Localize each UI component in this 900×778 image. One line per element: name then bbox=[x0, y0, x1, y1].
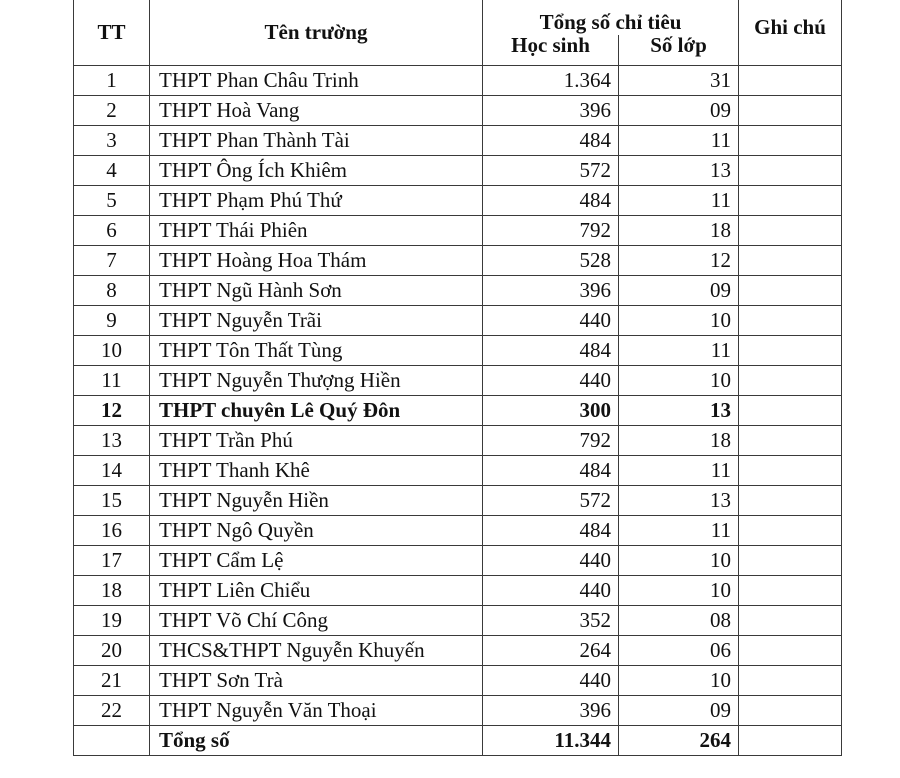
cell-tt: 21 bbox=[74, 666, 150, 696]
cell-classes: 11 bbox=[619, 126, 739, 156]
cell-students: 572 bbox=[483, 486, 619, 516]
cell-students: 396 bbox=[483, 276, 619, 306]
cell-classes: 09 bbox=[619, 276, 739, 306]
header-classes: Số lớp bbox=[619, 35, 739, 66]
table-row bbox=[74, 486, 842, 516]
cell-note bbox=[739, 456, 842, 486]
cell-classes: 31 bbox=[619, 66, 739, 96]
table-row bbox=[74, 426, 842, 456]
cell-classes: 11 bbox=[619, 186, 739, 216]
cell-classes: 11 bbox=[619, 456, 739, 486]
table-row bbox=[74, 156, 842, 186]
table-row bbox=[74, 636, 842, 666]
cell-tt: 16 bbox=[74, 516, 150, 546]
cell-classes: 10 bbox=[619, 576, 739, 606]
cell-tt: 19 bbox=[74, 606, 150, 636]
cell-classes: 18 bbox=[619, 426, 739, 456]
cell-school-name: THPT Ông Ích Khiêm bbox=[150, 156, 483, 186]
table-row bbox=[74, 696, 842, 726]
header-total-quota: Tổng số chỉ tiêu bbox=[483, 0, 739, 35]
table-row bbox=[74, 276, 842, 306]
cell-tt bbox=[74, 726, 150, 756]
table-row bbox=[74, 126, 842, 156]
cell-students: 440 bbox=[483, 666, 619, 696]
cell-tt: 18 bbox=[74, 576, 150, 606]
cell-note bbox=[739, 576, 842, 606]
header-note: Ghi chú bbox=[739, 0, 842, 66]
cell-school-name: THPT Tôn Thất Tùng bbox=[150, 336, 483, 366]
cell-classes: 13 bbox=[619, 396, 739, 426]
table-row bbox=[74, 456, 842, 486]
table-row bbox=[74, 576, 842, 606]
cell-students: 484 bbox=[483, 126, 619, 156]
cell-students: 792 bbox=[483, 216, 619, 246]
cell-school-name: THPT Nguyễn Hiền bbox=[150, 486, 483, 516]
cell-school-name: THPT chuyên Lê Quý Đôn bbox=[150, 396, 483, 426]
cell-students: 396 bbox=[483, 96, 619, 126]
cell-school-name: Tổng số bbox=[150, 726, 483, 756]
cell-students: 484 bbox=[483, 456, 619, 486]
table-body bbox=[74, 66, 842, 756]
table-row bbox=[74, 546, 842, 576]
cell-note bbox=[739, 696, 842, 726]
cell-school-name: THPT Nguyễn Thượng Hiền bbox=[150, 366, 483, 396]
cell-note bbox=[739, 126, 842, 156]
cell-tt: 8 bbox=[74, 276, 150, 306]
cell-note bbox=[739, 306, 842, 336]
cell-classes: 10 bbox=[619, 306, 739, 336]
cell-tt: 17 bbox=[74, 546, 150, 576]
cell-students: 484 bbox=[483, 516, 619, 546]
cell-note bbox=[739, 336, 842, 366]
cell-classes: 18 bbox=[619, 216, 739, 246]
cell-note bbox=[739, 486, 842, 516]
cell-note bbox=[739, 186, 842, 216]
cell-classes: 264 bbox=[619, 726, 739, 756]
cell-classes: 11 bbox=[619, 336, 739, 366]
cell-students: 1.364 bbox=[483, 66, 619, 96]
table-row bbox=[74, 336, 842, 366]
cell-school-name: THPT Nguyễn Văn Thoại bbox=[150, 696, 483, 726]
cell-classes: 11 bbox=[619, 516, 739, 546]
cell-note bbox=[739, 246, 842, 276]
cell-school-name: THPT Ngũ Hành Sơn bbox=[150, 276, 483, 306]
cell-note bbox=[739, 156, 842, 186]
cell-school-name: THPT Phạm Phú Thứ bbox=[150, 186, 483, 216]
header-school-name: Tên trường bbox=[150, 0, 483, 66]
table-row bbox=[74, 96, 842, 126]
cell-tt: 10 bbox=[74, 336, 150, 366]
cell-school-name: THPT Trần Phú bbox=[150, 426, 483, 456]
cell-note bbox=[739, 726, 842, 756]
cell-school-name: THPT Sơn Trà bbox=[150, 666, 483, 696]
cell-note bbox=[739, 666, 842, 696]
table-row bbox=[74, 306, 842, 336]
cell-school-name: THPT Phan Châu Trinh bbox=[150, 66, 483, 96]
cell-note bbox=[739, 636, 842, 666]
table-row bbox=[74, 246, 842, 276]
table-row bbox=[74, 396, 842, 426]
table-row bbox=[74, 66, 842, 96]
cell-classes: 10 bbox=[619, 366, 739, 396]
school-quota-table bbox=[73, 0, 842, 756]
cell-note bbox=[739, 276, 842, 306]
cell-tt: 1 bbox=[74, 66, 150, 96]
cell-students: 264 bbox=[483, 636, 619, 666]
cell-note bbox=[739, 396, 842, 426]
cell-students: 11.344 bbox=[483, 726, 619, 756]
cell-note bbox=[739, 66, 842, 96]
cell-classes: 10 bbox=[619, 546, 739, 576]
cell-students: 300 bbox=[483, 396, 619, 426]
cell-school-name: THPT Thái Phiên bbox=[150, 216, 483, 246]
table-row bbox=[74, 366, 842, 396]
total-row bbox=[74, 726, 842, 756]
cell-school-name: THCS&THPT Nguyễn Khuyến bbox=[150, 636, 483, 666]
cell-students: 440 bbox=[483, 546, 619, 576]
cell-school-name: THPT Liên Chiểu bbox=[150, 576, 483, 606]
cell-tt: 9 bbox=[74, 306, 150, 336]
table-row bbox=[74, 186, 842, 216]
cell-classes: 13 bbox=[619, 486, 739, 516]
cell-students: 528 bbox=[483, 246, 619, 276]
cell-classes: 12 bbox=[619, 246, 739, 276]
cell-students: 396 bbox=[483, 696, 619, 726]
cell-note bbox=[739, 216, 842, 246]
cell-students: 440 bbox=[483, 576, 619, 606]
cell-school-name: THPT Hoàng Hoa Thám bbox=[150, 246, 483, 276]
table-row bbox=[74, 516, 842, 546]
cell-note bbox=[739, 426, 842, 456]
cell-tt: 22 bbox=[74, 696, 150, 726]
cell-classes: 09 bbox=[619, 96, 739, 126]
cell-school-name: THPT Ngô Quyền bbox=[150, 516, 483, 546]
cell-tt: 13 bbox=[74, 426, 150, 456]
cell-tt: 3 bbox=[74, 126, 150, 156]
cell-note bbox=[739, 96, 842, 126]
cell-classes: 06 bbox=[619, 636, 739, 666]
cell-school-name: THPT Phan Thành Tài bbox=[150, 126, 483, 156]
cell-note bbox=[739, 366, 842, 396]
header-tt: TT bbox=[74, 0, 150, 66]
cell-tt: 6 bbox=[74, 216, 150, 246]
cell-students: 572 bbox=[483, 156, 619, 186]
cell-classes: 08 bbox=[619, 606, 739, 636]
cell-tt: 2 bbox=[74, 96, 150, 126]
cell-note bbox=[739, 606, 842, 636]
cell-school-name: THPT Nguyễn Trãi bbox=[150, 306, 483, 336]
table-row bbox=[74, 666, 842, 696]
cell-classes: 13 bbox=[619, 156, 739, 186]
cell-students: 484 bbox=[483, 186, 619, 216]
cell-school-name: THPT Thanh Khê bbox=[150, 456, 483, 486]
cell-note bbox=[739, 516, 842, 546]
cell-classes: 10 bbox=[619, 666, 739, 696]
cell-note bbox=[739, 546, 842, 576]
header-students: Học sinh bbox=[483, 35, 619, 66]
cell-students: 440 bbox=[483, 366, 619, 396]
cell-tt: 7 bbox=[74, 246, 150, 276]
table-row bbox=[74, 216, 842, 246]
cell-students: 440 bbox=[483, 306, 619, 336]
table-row bbox=[74, 606, 842, 636]
cell-tt: 14 bbox=[74, 456, 150, 486]
cell-tt: 20 bbox=[74, 636, 150, 666]
cell-tt: 12 bbox=[74, 396, 150, 426]
cell-school-name: THPT Võ Chí Công bbox=[150, 606, 483, 636]
cell-students: 484 bbox=[483, 336, 619, 366]
cell-students: 352 bbox=[483, 606, 619, 636]
header-row bbox=[74, 0, 842, 35]
cell-school-name: THPT Cẩm Lệ bbox=[150, 546, 483, 576]
cell-school-name: THPT Hoà Vang bbox=[150, 96, 483, 126]
cell-students: 792 bbox=[483, 426, 619, 456]
cell-classes: 09 bbox=[619, 696, 739, 726]
cell-tt: 15 bbox=[74, 486, 150, 516]
cell-tt: 4 bbox=[74, 156, 150, 186]
cell-tt: 5 bbox=[74, 186, 150, 216]
cell-tt: 11 bbox=[74, 366, 150, 396]
